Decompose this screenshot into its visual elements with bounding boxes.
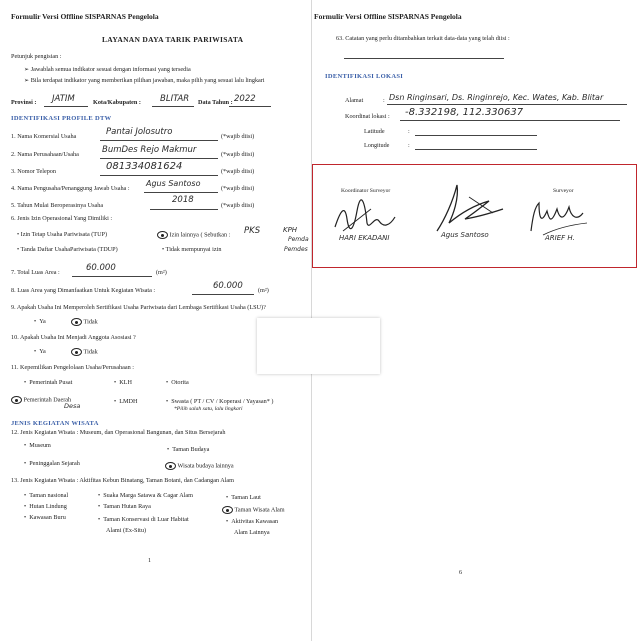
colon: : <box>408 128 410 135</box>
q9-tidak-selected[interactable]: Tidak <box>71 318 98 326</box>
page-number: 1 <box>148 557 152 564</box>
q11-option: • Pemerintah Pusat <box>24 379 73 386</box>
alamat-value[interactable]: Dsn Ringinsari, Ds. Ringinrejo, Kec. Wates, Kab. Blitar <box>389 93 604 102</box>
q6-other-value: Pemdes <box>284 246 308 253</box>
colon: : <box>408 142 410 149</box>
paper-patch <box>257 318 380 374</box>
kota-label: Kota/Kabupaten : <box>93 99 141 106</box>
q13-option: • Suaka Marga Satawa & Cagar Alam <box>98 492 193 499</box>
q12-option: • Taman Budaya <box>167 446 210 453</box>
q11-option: • KLH <box>114 379 132 386</box>
signature-surveyor-icon <box>525 195 595 239</box>
q9-ya: • Ya <box>34 318 46 325</box>
longitude-field[interactable] <box>415 149 537 150</box>
q5-value[interactable]: 2018 <box>172 195 194 205</box>
q11-option-selected[interactable]: Pemerintah Daerah <box>11 396 71 404</box>
q13-option: • Taman Laut <box>226 494 261 501</box>
form-title: LAYANAN DAYA TARIK PARIWISATA <box>102 35 244 44</box>
petunjuk-item: ➢ Bila terdapat indikator yang memberikan pilihan jawaban, maka pilih yang sesuai lalu lingkari <box>24 77 265 84</box>
q13-option-cont: Alam Lainnya <box>234 529 270 536</box>
q13-option: • Aktivitas Kawasan <box>226 518 279 525</box>
q11-option: • LMDH <box>114 398 138 405</box>
q13-option: • Hutan Lindung <box>24 503 67 510</box>
q11-label: 11. Kepemilikan Pengelolaan Usaha/Perusahaan : <box>11 364 134 371</box>
q1-value[interactable]: Pantai Jolosutro <box>106 127 173 137</box>
q11-option: • Otorita <box>166 379 189 386</box>
circled-selection-icon <box>157 231 168 239</box>
q13-option-cont: Alami (Ex-Situ) <box>106 527 147 534</box>
koordinat-value[interactable]: -8.332198, 112.330637 <box>405 107 524 118</box>
signature-middle-icon <box>431 179 511 235</box>
circled-selection-icon <box>11 396 22 404</box>
provinsi-label: Provinsi : <box>11 99 37 106</box>
signature-koordinator-icon <box>331 197 399 239</box>
q13-option: • Taman nasional <box>24 492 69 499</box>
wajib-note: (*wajib diisi) <box>221 133 255 140</box>
middle-signer-name: Agus Santoso <box>441 231 489 239</box>
form-header: Formulir Versi Offline SISPARNAS Pengelola <box>11 12 159 21</box>
page-number: 6 <box>459 569 463 576</box>
q63-answer-line[interactable] <box>344 58 504 59</box>
q13-label: 13. Jenis Kegiatan Wisata : Aktifitas Kebun Binatang, Taman Botani, dan Cadangan Alam <box>11 477 234 484</box>
q63-label: 63. Catatan yang perlu ditambahkan terkait data-data yang telah diisi : <box>336 35 510 42</box>
q8-label: 8. Luas Area yang Dimanfaatkan Untuk Kegiatan Wisata : <box>11 287 156 294</box>
wajib-note: (*wajib diisi) <box>221 168 255 175</box>
q6-other-value: Pemda <box>288 236 309 243</box>
q13-option: • Taman Konservasi di Luar Habitat <box>98 516 189 523</box>
q13-option: • Taman Hutan Raya <box>98 503 151 510</box>
circled-selection-icon <box>71 318 82 326</box>
q13-option-selected[interactable]: Taman Wisata Alam <box>222 506 285 514</box>
provinsi-value[interactable]: JATIM <box>52 94 75 104</box>
longitude-label: Longitude <box>364 142 390 149</box>
unit-m2: (m²) <box>258 287 269 294</box>
q12-option: • Peninggalan Sejarah <box>24 460 80 467</box>
surveyor-label: Surveyor <box>553 188 574 194</box>
circled-selection-icon <box>222 506 233 514</box>
koordinator-name: HARI EKADANI <box>339 234 390 242</box>
signature-box <box>312 164 637 268</box>
q4-label: 4. Nama Pengusaha/Penanggung Jawab Usaha : <box>11 185 130 192</box>
q10-label: 10. Apakah Usaha Ini Menjadi Anggota Asosiasi ? <box>11 334 136 341</box>
circled-selection-icon <box>71 348 82 356</box>
tahun-label: Data Tahun : <box>198 99 233 106</box>
latitude-field[interactable] <box>415 135 537 136</box>
section-profile-dtw: IDENTIFIKASI PROFILE DTW <box>11 115 112 122</box>
unit-m2: (m²) <box>156 269 167 276</box>
q1-label: 1. Nama Komersial Usaha <box>11 133 77 140</box>
koordinator-surveyor-label: Koordinator Surveyor <box>341 188 391 194</box>
q6-option-selected[interactable]: Izin lainnya ( Sebutkan : <box>157 231 230 239</box>
q7-value[interactable]: 60.000 <box>86 263 116 273</box>
circled-selection-icon <box>165 462 176 470</box>
q12-label: 12. Jenis Kegiatan Wisata : Museum, dan Operasional Bangunan, dan Situs Bersejarah <box>11 429 226 436</box>
q9-label: 9. Apakah Usaha Ini Memperoleh Sertifikasi Usaha Pariwisata dari Lembaga Sertifikasi Usaha (LSU)? <box>11 304 266 311</box>
kota-value[interactable]: BLITAR <box>160 94 190 104</box>
q3-label: 3. Nomor Telepon <box>11 168 56 175</box>
q12-option: • Museum <box>24 442 51 449</box>
colon: : <box>383 97 385 104</box>
q5-label: 5. Tahun Mulai Beroperasinya Usaha <box>11 202 104 209</box>
q11-option: • Swasta ( PT / CV / Koperasi / Yayasan* ) <box>166 398 274 405</box>
tahun-value[interactable]: 2022 <box>234 94 256 104</box>
koordinat-label: Koordinat lokasi : <box>345 113 390 120</box>
q2-value[interactable]: BumDes Rejo Makmur <box>102 145 197 155</box>
q6-other-value: KPH <box>283 226 298 234</box>
petunjuk-item: ➢ Jawablah semua indikator sesuai dengan informasi yang tersedia <box>24 66 191 73</box>
surveyor-name: ARIEF H. <box>545 234 575 242</box>
q13-option: • Kawasan Buru <box>24 514 66 521</box>
q6-option: • Izin Tetap Usaha Pariwisata (TUP) <box>17 231 108 238</box>
q2-label: 2. Nama Perusahaan/Usaha <box>11 151 79 158</box>
q11-note: *Pilih salah satu, lalu lingkari <box>174 406 243 412</box>
q7-label: 7. Total Luas Area : <box>11 269 60 276</box>
wajib-note: (*wajib diisi) <box>221 151 255 158</box>
section-jenis-kegiatan: JENIS KEGIATAN WISATA <box>11 420 99 427</box>
q12-option-selected[interactable]: Wisata budaya lainnya <box>165 462 234 470</box>
latitude-label: Latitude <box>364 128 385 135</box>
wajib-note: (*wajib diisi) <box>221 202 255 209</box>
q10-tidak-selected[interactable]: Tidak <box>71 348 98 356</box>
q6-option: • Tanda Daftar UsahaPariwisata (TDUP) <box>17 246 118 253</box>
arrow-icon: ➢ <box>24 77 30 84</box>
section-identifikasi-lokasi: IDENTIFIKASI LOKASI <box>325 73 404 80</box>
q11-daerah-value[interactable]: Desa <box>64 402 81 410</box>
q8-value[interactable]: 60.000 <box>213 281 243 291</box>
petunjuk-label: Petunjuk pengisian : <box>11 53 62 60</box>
q3-value[interactable]: 081334081624 <box>106 161 183 172</box>
q4-value[interactable]: Agus Santoso <box>146 179 201 188</box>
form-header: Formulir Versi Offline SISPARNAS Pengelola <box>314 12 462 21</box>
alamat-label: Alamat <box>345 97 364 104</box>
q6-option: • Tidak mempunyai izin <box>162 246 222 253</box>
wajib-note: (*wajib diisi) <box>221 185 255 192</box>
arrow-icon: ➢ <box>24 66 30 73</box>
q10-ya: • Ya <box>34 348 46 355</box>
q6-other-value[interactable]: PKS <box>244 226 261 236</box>
q6-label: 6. Jenis Izin Operasional Yang Dimiliki : <box>11 215 113 222</box>
